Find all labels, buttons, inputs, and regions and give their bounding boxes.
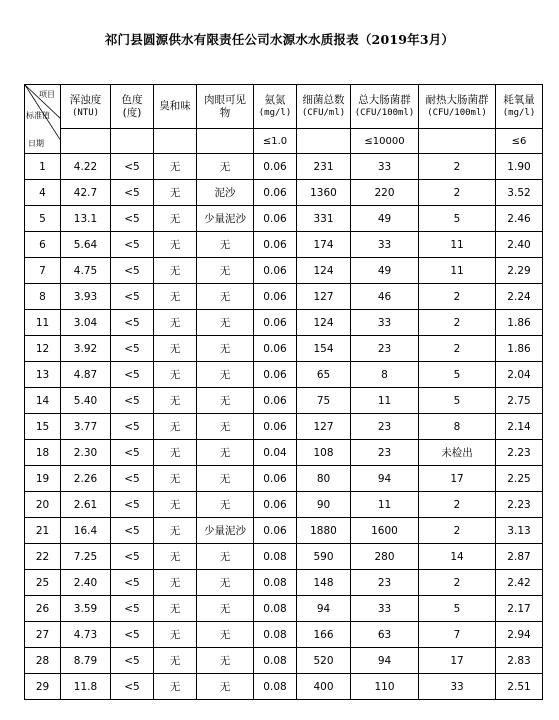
- cell-odor: 无: [154, 596, 197, 622]
- cell-color: <5: [111, 570, 154, 596]
- cell-coliform: 23: [351, 336, 419, 362]
- cell-cod: 2.17: [496, 596, 543, 622]
- cell-color: <5: [111, 284, 154, 310]
- cell-color: <5: [111, 466, 154, 492]
- corner-standard-label: 标准值: [26, 111, 50, 120]
- cell-ammonia: 0.06: [254, 492, 297, 518]
- cell-cod: 3.52: [496, 180, 543, 206]
- cell-color: <5: [111, 206, 154, 232]
- cell-ammonia: 0.06: [254, 310, 297, 336]
- table-row: [25, 544, 543, 570]
- cell-visible: 无: [197, 466, 254, 492]
- table-row: [25, 310, 543, 336]
- cell-odor: 无: [154, 466, 197, 492]
- table-row: [25, 154, 543, 180]
- cell-color: <5: [111, 180, 154, 206]
- cell-odor: 无: [154, 414, 197, 440]
- cell-visible: 无: [197, 362, 254, 388]
- cell-cod: 2.51: [496, 674, 543, 700]
- cell-odor: 无: [154, 570, 197, 596]
- cell-ammonia: 0.08: [254, 570, 297, 596]
- table-row: [25, 232, 543, 258]
- cell-turbidity: 2.61: [61, 492, 111, 518]
- cell-thermo: 5: [419, 206, 496, 232]
- cell-visible: 无: [197, 440, 254, 466]
- cell-turbidity: 4.22: [61, 154, 111, 180]
- cell-bacteria: 166: [297, 622, 351, 648]
- cell-visible: 无: [197, 570, 254, 596]
- cell-bacteria: 331: [297, 206, 351, 232]
- cell-bacteria: 90: [297, 492, 351, 518]
- cell-cod: 2.23: [496, 492, 543, 518]
- cell-bacteria: 590: [297, 544, 351, 570]
- report-title: 祁门县圆源供水有限责任公司水源水水质报表（2019年3月）: [104, 32, 455, 47]
- cell-odor: 无: [154, 518, 197, 544]
- cell-visible: 无: [197, 622, 254, 648]
- cell-date: 29: [25, 674, 61, 700]
- cell-date: 28: [25, 648, 61, 674]
- cell-odor: 无: [154, 180, 197, 206]
- limit-bacteria: [297, 129, 351, 154]
- cell-bacteria: 94: [297, 596, 351, 622]
- cell-color: <5: [111, 336, 154, 362]
- cell-bacteria: 124: [297, 310, 351, 336]
- cell-visible: 无: [197, 388, 254, 414]
- corner-header-cell: [25, 85, 61, 154]
- cell-cod: 2.75: [496, 388, 543, 414]
- cell-odor: 无: [154, 492, 197, 518]
- col-header-odor: 臭和味: [154, 85, 197, 129]
- cell-coliform: 11: [351, 388, 419, 414]
- cell-turbidity: 3.93: [61, 284, 111, 310]
- limit-thermo-coliform: [419, 129, 496, 154]
- cell-turbidity: 2.26: [61, 466, 111, 492]
- cell-turbidity: 4.73: [61, 622, 111, 648]
- cell-thermo: 7: [419, 622, 496, 648]
- cell-visible: 无: [197, 492, 254, 518]
- cell-bacteria: 174: [297, 232, 351, 258]
- cell-cod: 2.42: [496, 570, 543, 596]
- cell-thermo: 2: [419, 336, 496, 362]
- cell-turbidity: 2.40: [61, 570, 111, 596]
- table-row: [25, 674, 543, 700]
- col-header-bacteria: 细菌总数 (CFU/ml): [297, 85, 351, 129]
- cell-ammonia: 0.06: [254, 518, 297, 544]
- cell-bacteria: 520: [297, 648, 351, 674]
- cell-visible: 无: [197, 336, 254, 362]
- cell-coliform: 49: [351, 258, 419, 284]
- cell-cod: 2.83: [496, 648, 543, 674]
- cell-odor: 无: [154, 362, 197, 388]
- cell-turbidity: 8.79: [61, 648, 111, 674]
- cell-date: 14: [25, 388, 61, 414]
- cell-coliform: 33: [351, 232, 419, 258]
- cell-date: 13: [25, 362, 61, 388]
- cell-bacteria: 154: [297, 336, 351, 362]
- cell-turbidity: 5.64: [61, 232, 111, 258]
- cell-ammonia: 0.06: [254, 258, 297, 284]
- table-row: [25, 206, 543, 232]
- cell-thermo: 2: [419, 154, 496, 180]
- cell-odor: 无: [154, 388, 197, 414]
- cell-odor: 无: [154, 232, 197, 258]
- cell-visible: 无: [197, 648, 254, 674]
- cell-date: 5: [25, 206, 61, 232]
- cell-date: 1: [25, 154, 61, 180]
- cell-color: <5: [111, 622, 154, 648]
- cell-color: <5: [111, 388, 154, 414]
- cell-odor: 无: [154, 648, 197, 674]
- cell-visible: 无: [197, 232, 254, 258]
- cell-date: 21: [25, 518, 61, 544]
- cell-bacteria: 108: [297, 440, 351, 466]
- col-header-visible-matter: 肉眼可见 物: [197, 85, 254, 129]
- cell-visible: 无: [197, 154, 254, 180]
- cell-bacteria: 231: [297, 154, 351, 180]
- cell-date: 27: [25, 622, 61, 648]
- cell-visible: 无: [197, 414, 254, 440]
- cell-date: 4: [25, 180, 61, 206]
- cell-visible: 无: [197, 674, 254, 700]
- cell-color: <5: [111, 544, 154, 570]
- cell-visible: 无: [197, 284, 254, 310]
- cell-cod: 1.90: [496, 154, 543, 180]
- cell-visible: 无: [197, 596, 254, 622]
- col-header-color: 色度 (度): [111, 85, 154, 129]
- cell-ammonia: 0.06: [254, 414, 297, 440]
- table-row: [25, 492, 543, 518]
- cell-turbidity: 11.8: [61, 674, 111, 700]
- cell-coliform: 23: [351, 440, 419, 466]
- cell-coliform: 33: [351, 154, 419, 180]
- cell-odor: 无: [154, 674, 197, 700]
- cell-coliform: 280: [351, 544, 419, 570]
- cell-bacteria: 127: [297, 284, 351, 310]
- cell-thermo: 17: [419, 648, 496, 674]
- cell-odor: 无: [154, 622, 197, 648]
- cell-turbidity: 13.1: [61, 206, 111, 232]
- cell-ammonia: 0.08: [254, 544, 297, 570]
- cell-coliform: 94: [351, 466, 419, 492]
- limit-cod: ≤6: [496, 129, 543, 154]
- cell-turbidity: 16.4: [61, 518, 111, 544]
- cell-cod: 2.40: [496, 232, 543, 258]
- cell-ammonia: 0.08: [254, 674, 297, 700]
- cell-turbidity: 3.59: [61, 596, 111, 622]
- cell-odor: 无: [154, 310, 197, 336]
- cell-ammonia: 0.06: [254, 362, 297, 388]
- cell-ammonia: 0.06: [254, 180, 297, 206]
- table-row: [25, 388, 543, 414]
- cell-turbidity: 4.87: [61, 362, 111, 388]
- cell-ammonia: 0.06: [254, 284, 297, 310]
- cell-color: <5: [111, 310, 154, 336]
- cell-cod: 2.25: [496, 466, 543, 492]
- cell-turbidity: 2.30: [61, 440, 111, 466]
- cell-bacteria: 65: [297, 362, 351, 388]
- cell-coliform: 8: [351, 362, 419, 388]
- cell-bacteria: 75: [297, 388, 351, 414]
- cell-bacteria: 148: [297, 570, 351, 596]
- cell-odor: 无: [154, 544, 197, 570]
- cell-color: <5: [111, 414, 154, 440]
- cell-date: 12: [25, 336, 61, 362]
- table-row: [25, 284, 543, 310]
- table-row: [25, 180, 543, 206]
- cell-date: 11: [25, 310, 61, 336]
- cell-turbidity: 4.75: [61, 258, 111, 284]
- cell-bacteria: 127: [297, 414, 351, 440]
- water-quality-table: [24, 84, 543, 700]
- cell-color: <5: [111, 648, 154, 674]
- cell-date: 7: [25, 258, 61, 284]
- table-row: [25, 596, 543, 622]
- col-header-cod: 耗氧量 (mg/l): [496, 85, 543, 129]
- cell-date: 22: [25, 544, 61, 570]
- cell-thermo: 11: [419, 232, 496, 258]
- cell-turbidity: 3.92: [61, 336, 111, 362]
- cell-thermo: 17: [419, 466, 496, 492]
- cell-turbidity: 7.25: [61, 544, 111, 570]
- cell-coliform: 46: [351, 284, 419, 310]
- cell-bacteria: 80: [297, 466, 351, 492]
- cell-cod: 2.14: [496, 414, 543, 440]
- cell-turbidity: 3.77: [61, 414, 111, 440]
- limit-color: [111, 129, 154, 154]
- cell-ammonia: 0.04: [254, 440, 297, 466]
- cell-cod: 2.23: [496, 440, 543, 466]
- table-row: [25, 622, 543, 648]
- cell-date: 26: [25, 596, 61, 622]
- cell-coliform: 110: [351, 674, 419, 700]
- cell-thermo: 未检出: [419, 440, 496, 466]
- cell-bacteria: 124: [297, 258, 351, 284]
- col-header-ammonia: 氨氮 (mg/l): [254, 85, 297, 129]
- cell-thermo: 8: [419, 414, 496, 440]
- table-row: [25, 414, 543, 440]
- cell-bacteria: 1360: [297, 180, 351, 206]
- cell-coliform: 33: [351, 310, 419, 336]
- cell-odor: 无: [154, 206, 197, 232]
- limit-turbidity: [61, 129, 111, 154]
- cell-color: <5: [111, 258, 154, 284]
- cell-coliform: 23: [351, 414, 419, 440]
- cell-cod: 2.94: [496, 622, 543, 648]
- cell-color: <5: [111, 232, 154, 258]
- col-header-thermo-coliform: 耐热大肠菌群 (CFU/100ml): [419, 85, 496, 129]
- cell-coliform: 11: [351, 492, 419, 518]
- cell-thermo: 5: [419, 596, 496, 622]
- cell-odor: 无: [154, 154, 197, 180]
- cell-cod: 2.29: [496, 258, 543, 284]
- cell-ammonia: 0.06: [254, 466, 297, 492]
- cell-ammonia: 0.08: [254, 648, 297, 674]
- cell-bacteria: 400: [297, 674, 351, 700]
- cell-thermo: 14: [419, 544, 496, 570]
- cell-visible: 无: [197, 544, 254, 570]
- corner-item-label: 项目: [39, 90, 55, 99]
- corner-date-label: 日期: [28, 139, 44, 148]
- cell-thermo: 33: [419, 674, 496, 700]
- cell-thermo: 5: [419, 388, 496, 414]
- cell-thermo: 11: [419, 258, 496, 284]
- table-row: [25, 258, 543, 284]
- cell-odor: 无: [154, 336, 197, 362]
- cell-color: <5: [111, 440, 154, 466]
- cell-date: 25: [25, 570, 61, 596]
- cell-odor: 无: [154, 440, 197, 466]
- cell-visible: 少量泥沙: [197, 518, 254, 544]
- cell-color: <5: [111, 518, 154, 544]
- cell-date: 8: [25, 284, 61, 310]
- cell-coliform: 1600: [351, 518, 419, 544]
- cell-thermo: 2: [419, 180, 496, 206]
- table-row: [25, 362, 543, 388]
- table-row: [25, 570, 543, 596]
- cell-ammonia: 0.06: [254, 336, 297, 362]
- cell-visible: 少量泥沙: [197, 206, 254, 232]
- cell-ammonia: 0.06: [254, 206, 297, 232]
- cell-coliform: 220: [351, 180, 419, 206]
- table-row: [25, 466, 543, 492]
- cell-cod: 2.46: [496, 206, 543, 232]
- table-body: [25, 154, 543, 700]
- cell-color: <5: [111, 674, 154, 700]
- cell-cod: 3.13: [496, 518, 543, 544]
- cell-date: 19: [25, 466, 61, 492]
- cell-bacteria: 1880: [297, 518, 351, 544]
- limit-coliform: ≤10000: [351, 129, 419, 154]
- cell-ammonia: 0.08: [254, 622, 297, 648]
- col-header-turbidity: 浑浊度 (NTU): [61, 85, 111, 129]
- cell-thermo: 2: [419, 310, 496, 336]
- table-row: [25, 518, 543, 544]
- cell-ammonia: 0.06: [254, 388, 297, 414]
- cell-ammonia: 0.06: [254, 154, 297, 180]
- cell-coliform: 23: [351, 570, 419, 596]
- cell-thermo: 2: [419, 492, 496, 518]
- table-row: [25, 336, 543, 362]
- cell-odor: 无: [154, 258, 197, 284]
- cell-coliform: 63: [351, 622, 419, 648]
- table-row: [25, 648, 543, 674]
- cell-turbidity: 5.40: [61, 388, 111, 414]
- cell-visible: 无: [197, 310, 254, 336]
- cell-cod: 2.24: [496, 284, 543, 310]
- cell-thermo: 2: [419, 570, 496, 596]
- cell-visible: 无: [197, 258, 254, 284]
- cell-odor: 无: [154, 284, 197, 310]
- cell-coliform: 94: [351, 648, 419, 674]
- cell-cod: 2.04: [496, 362, 543, 388]
- limit-odor: [154, 129, 197, 154]
- cell-date: 18: [25, 440, 61, 466]
- limit-ammonia: ≤1.0: [254, 129, 297, 154]
- cell-cod: 1.86: [496, 310, 543, 336]
- cell-color: <5: [111, 596, 154, 622]
- table-row: [25, 440, 543, 466]
- cell-turbidity: 3.04: [61, 310, 111, 336]
- cell-thermo: 2: [419, 518, 496, 544]
- cell-color: <5: [111, 154, 154, 180]
- cell-turbidity: 42.7: [61, 180, 111, 206]
- cell-visible: 泥沙: [197, 180, 254, 206]
- cell-ammonia: 0.08: [254, 596, 297, 622]
- limit-visible-matter: [197, 129, 254, 154]
- cell-cod: 2.87: [496, 544, 543, 570]
- cell-ammonia: 0.06: [254, 232, 297, 258]
- cell-thermo: 2: [419, 284, 496, 310]
- cell-coliform: 33: [351, 596, 419, 622]
- cell-color: <5: [111, 362, 154, 388]
- cell-date: 20: [25, 492, 61, 518]
- col-header-coliform: 总大肠菌群 (CFU/100ml): [351, 85, 419, 129]
- cell-coliform: 49: [351, 206, 419, 232]
- cell-date: 15: [25, 414, 61, 440]
- cell-color: <5: [111, 492, 154, 518]
- cell-cod: 1.86: [496, 336, 543, 362]
- cell-thermo: 5: [419, 362, 496, 388]
- cell-date: 6: [25, 232, 61, 258]
